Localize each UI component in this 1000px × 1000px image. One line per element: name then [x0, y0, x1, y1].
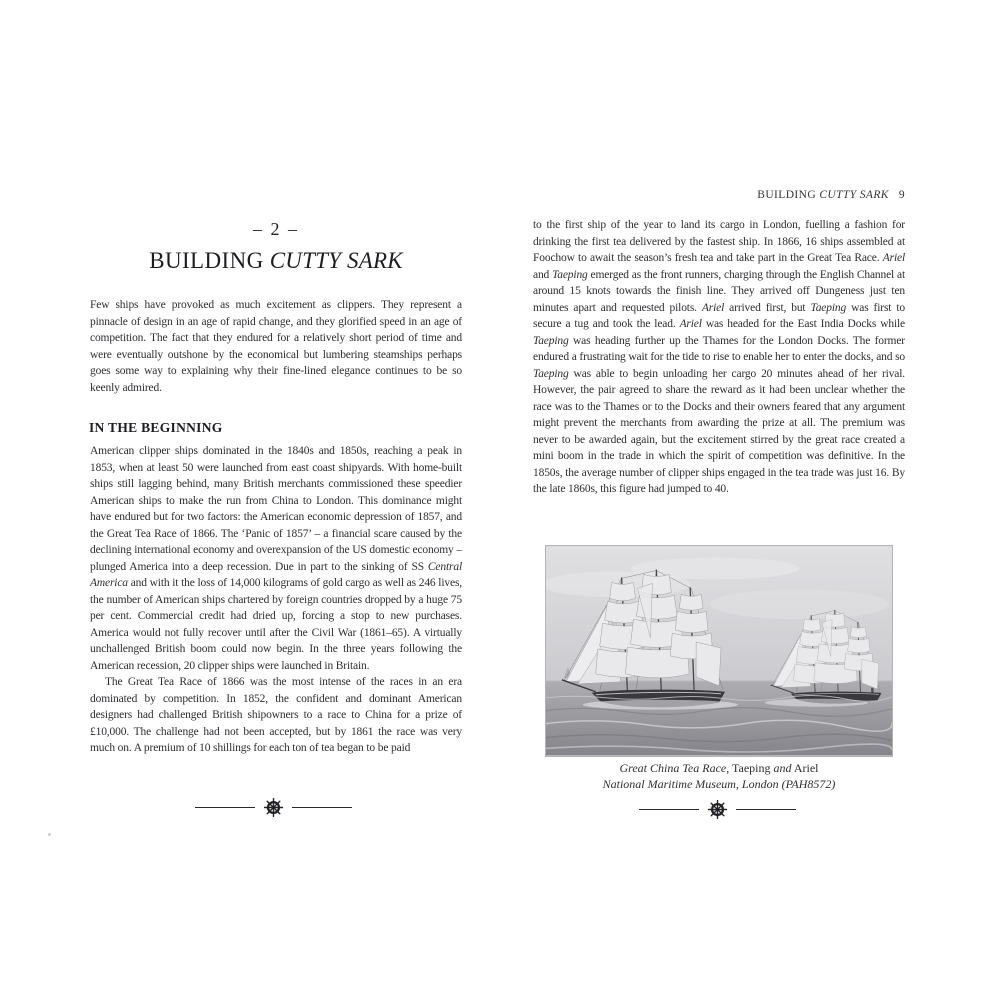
scan-artifact-dot	[48, 833, 51, 836]
figure-caption-line-1: Great China Tea Race, Taeping and Ariel	[619, 761, 819, 775]
chapter-title: BUILDING CUTTY SARK	[149, 248, 403, 273]
intro-paragraph: Few ships have provoked as much excitement as clippers. They represent a pinnacle of design in an age of rapid change, and they glorified speed in an age of competition. The fact that they endured for a relatively short period of time and were eventually outshone by the economical but lumbering steamships perhaps goes some way to explaining why their fine-lined elegance continues to be so keenly admired.	[90, 299, 462, 394]
body-paragraph: to the first ship of the year to land its cargo in London, fuelling a fashion for drinking the first tea delivered by the fastest ship. In 1866, 16 ships assembled at Foochow to await the season’s fresh tea and take part in the Great Tea Race. Ariel and Taeping emerged as the front runners, charging through the English Channel at around 15 knots towards the finish line. They arrived off Dungeness just ten minutes apart and requested pilots. Ariel arrived first, but Taeping was first to secure a tug and took the lead. Ariel was headed for the East India Docks while Taeping was heading further up the Thames for the London Docks. The former endured a frustrating wait for the tide to rise to enable her to enter the docks, and so Taeping was able to begin unloading her cargo 20 minutes ahead of her rival. However, the pair agreed to share the reward as it had been unclear whether the race was to the Thames or to the Docks and their owners feared that any argument might prevent the merchants from awarding the prize at all. The premium was never to be awarded again, but the excitement stirred by the great race created a mini boom in the trade in which the spirit of competition was definitive. In the 1850s, the average number of clipper ships engaged in the tea trade was just 16. By the late 1860s, this figure had jumped to 40.	[533, 219, 905, 495]
right-page-body-block	[533, 217, 905, 498]
ornament-rule	[639, 809, 699, 810]
chapter-number: – 2 –	[253, 219, 299, 239]
ornament-rule	[195, 807, 255, 808]
page-number: 9	[898, 189, 905, 201]
ornament-rule	[292, 807, 352, 808]
footer-ornament	[190, 796, 356, 818]
footer-ornament	[634, 798, 800, 820]
ships-wheel-icon	[263, 797, 284, 818]
figure-caption-line-2: National Maritime Museum, London (PAH8572)	[602, 776, 836, 791]
body-paragraph: American clipper ships dominated in the 1840s and 1850s, reaching a peak in 1853, when at least 50 were launched from east coast shipyards. With home-built ships still lagging behind, many British merchants commissioned these speedier American ships to make the run from China to London. This dominance might have endured but for two factors: the American economic depression of 1857, and the Great Tea Race of 1866. The ‘Panic of 1857’ – a financial scare caused by the declining international economy and overexpansion of the US domestic economy – plunged America into a deep recession. Due in part to the sinking of SS Central America and with it the loss of 14,000 kilograms of gold cargo as well as 246 lives, the number of American ships chartered by foreign countries dropped by a huge 75 per cent. Commercial credit had dried up, forcing a stop to new purchases. America would not fully recover until after the Civil War (1861–65). A virtually unchallenged British boom could now begin. In the three years following the American recession, 20 clipper ships were launched in Britain.	[90, 445, 462, 672]
ornament-rule	[736, 809, 796, 810]
left-page-body-block	[90, 443, 462, 757]
running-header-title: BUILDING CUTTY SARK	[757, 189, 889, 201]
figure-clipper-ships	[545, 545, 893, 757]
left-page-intro-block	[90, 297, 462, 396]
section-heading: IN THE BEGINNING	[89, 420, 223, 435]
figure-caption	[533, 761, 905, 792]
clipper-ships-illustration	[546, 546, 892, 756]
ships-wheel-icon	[707, 799, 728, 820]
running-header	[533, 189, 905, 201]
body-paragraph: The Great Tea Race of 1866 was the most intense of the races in an era dominated by competition. In 1852, the confident and dominant American designers had challenged British shipowners to a race to China for a prize of £10,000. The challenge had not been accepted, but by 1861 the race was very much on. A premium of 10 shillings for each ton of tea began to be paid	[90, 676, 462, 754]
